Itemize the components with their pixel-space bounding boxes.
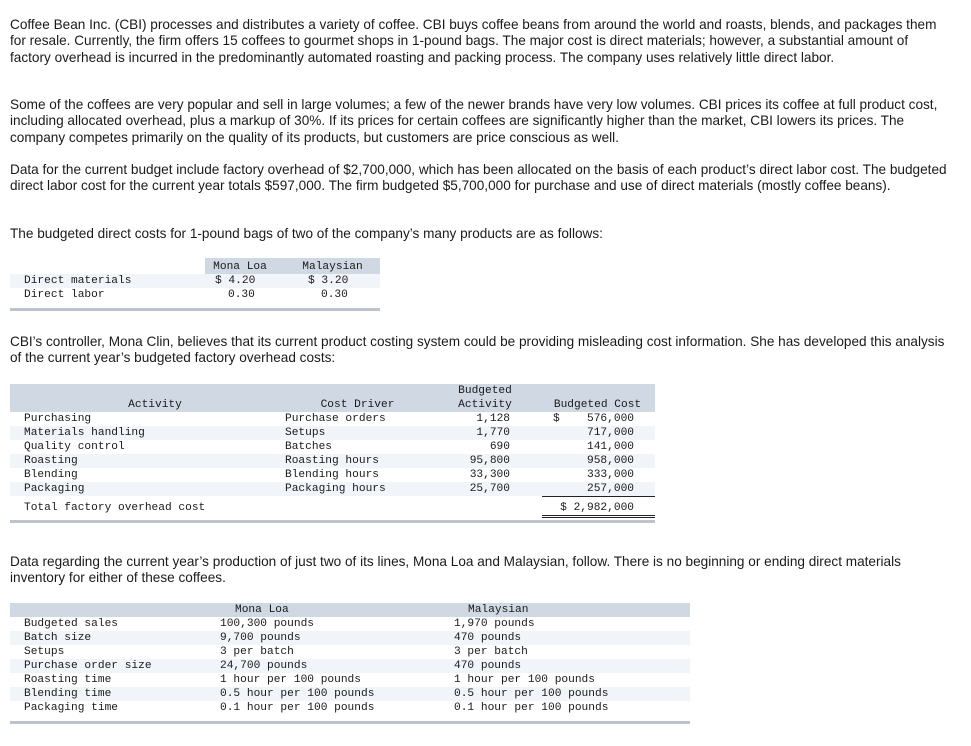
driver-cell: Blending hours [285,469,379,481]
col-header-budgeted-cost: Budgeted Cost [553,399,642,411]
activity-cell: Blending [24,469,78,481]
col-header-mona-loa: Mona Loa [213,261,267,273]
cell-value: 1 hour per 100 pounds [220,674,361,686]
cell-value: $ 4.20 [215,275,256,287]
subtotal-underline [542,496,655,497]
total-value: $ 2,982,000 [560,502,634,514]
intro-paragraph: Coffee Bean Inc. (CBI) processes and distributes a variety of coffee. CBI buys coffee beans from around the world and roasts, blends, and packages them for resale. Currently, the firm offers 15 coffees to gourmet shops in 1-pound bags. The major cost is direct materials; however, a substantial amount of factory overhead is incurred in the predominantly automated roasting and packing process. The company uses relatively little direct labor. [10,17,937,65]
row-label: Packaging time [24,702,118,714]
qty-cell: 33,300 [469,469,510,481]
table-bottom-rule [10,308,380,311]
activity-cell: Roasting [24,455,78,467]
total-double-underline [542,515,655,516]
cost-cell: 141,000 [587,441,634,453]
cell-value: 0.5 hour per 100 pounds [220,688,375,700]
production-paragraph: Data regarding the current year’s production of just two of its lines, Mona Loa and Malaysian, follow. There is no beginning or ending direct materials inventory for either of these coffees. [10,554,901,586]
cell-value: 0.30 [321,289,348,301]
row-label: Blending time [24,688,112,700]
activity-cell: Packaging [24,483,85,495]
cell-value: 3 per batch [220,646,294,658]
row-label: Setups [24,646,65,658]
cell-value: 1 hour per 100 pounds [454,674,595,686]
pricing-paragraph: Some of the coffees are very popular and sell in large volumes; a few of the newer brands have very low volumes. CBI prices its coffee at full product cost, including allocated overhead, plus a markup of 30%. If its prices for certain coffees are significantly higher than the market, CBI lowers its prices. The company competes primarily on the quality of its products, but customers are price conscious as well. [10,97,938,145]
col-header-activity: Activity [128,399,182,411]
cell-value: 24,700 pounds [220,660,308,672]
driver-cell: Purchase orders [285,413,386,425]
col-header-cost-driver: Cost Driver [320,399,395,411]
cell-value: 1,970 pounds [454,618,535,630]
activity-cell: Quality control [24,441,125,453]
controller-paragraph: CBI’s controller, Mona Clin, believes that its current product costing system could be providing misleading cost information. She has developed this analysis of the current year’s budgeted factory overhead costs: [10,334,945,366]
direct-costs-intro: The budgeted direct costs for 1-pound bags of two of the company’s many products are as follows: [10,226,603,241]
cell-value: 0.1 hour per 100 pounds [220,702,375,714]
qty-cell: 25,700 [469,483,510,495]
overhead-table [10,384,655,534]
cost-cell: 333,000 [587,469,634,481]
col-header-mona-loa: Mona Loa [235,604,289,616]
activity-cell: Purchasing [24,413,92,425]
cell-value: $ 3.20 [308,275,349,287]
total-double-underline [542,517,655,518]
direct-costs-table [10,258,380,313]
production-table [10,603,690,728]
qty-cell: 1,128 [476,413,510,425]
activity-cell: Materials handling [24,427,145,439]
qty-cell: 690 [489,441,510,453]
row-label: Direct materials [24,275,132,287]
cost-cell: 576,000 [587,413,634,425]
row-label: Purchase order size [24,660,152,672]
row-label: Budgeted sales [24,618,118,630]
col-header-activity-qty: Activity [458,399,512,411]
driver-cell: Roasting hours [285,455,379,467]
cell-value: 0.30 [228,289,255,301]
cell-value: 470 pounds [454,660,522,672]
cost-cell: 958,000 [587,455,634,467]
header-band [10,603,690,617]
row-label: Direct labor [24,289,105,301]
total-label: Total factory overhead cost [24,502,206,514]
budget-paragraph: Data for the current budget include factory overhead of $2,700,000, which has been allocated on the basis of each product’s direct labor cost. The budgeted direct labor cost for the current year totals $597,000. The firm budgeted $5,700,000 for purchase and use of direct materials (mostly coffee beans). [10,162,947,194]
row-stripe [10,631,690,645]
cell-value: 0.1 hour per 100 pounds [454,702,609,714]
table-bottom-rule [10,520,655,523]
col-header-malaysian: Malaysian [302,261,363,273]
driver-cell: Packaging hours [285,483,386,495]
driver-cell: Setups [285,427,326,439]
row-label: Batch size [24,632,92,644]
cell-value: 3 per batch [454,646,528,658]
col-header-malaysian: Malaysian [468,604,529,616]
cost-cell: 717,000 [587,427,634,439]
cell-value: 470 pounds [454,632,522,644]
cost-cell: 257,000 [587,483,634,495]
row-label: Roasting time [24,674,112,686]
cell-value: 9,700 pounds [220,632,301,644]
cell-value: 100,300 pounds [220,618,314,630]
qty-cell: 1,770 [476,427,510,439]
table-bottom-rule [10,721,690,724]
currency-cell: $ [553,413,560,425]
col-header-budgeted: Budgeted [458,385,512,397]
qty-cell: 95,800 [469,455,510,467]
cell-value: 0.5 hour per 100 pounds [454,688,609,700]
driver-cell: Batches [285,441,332,453]
